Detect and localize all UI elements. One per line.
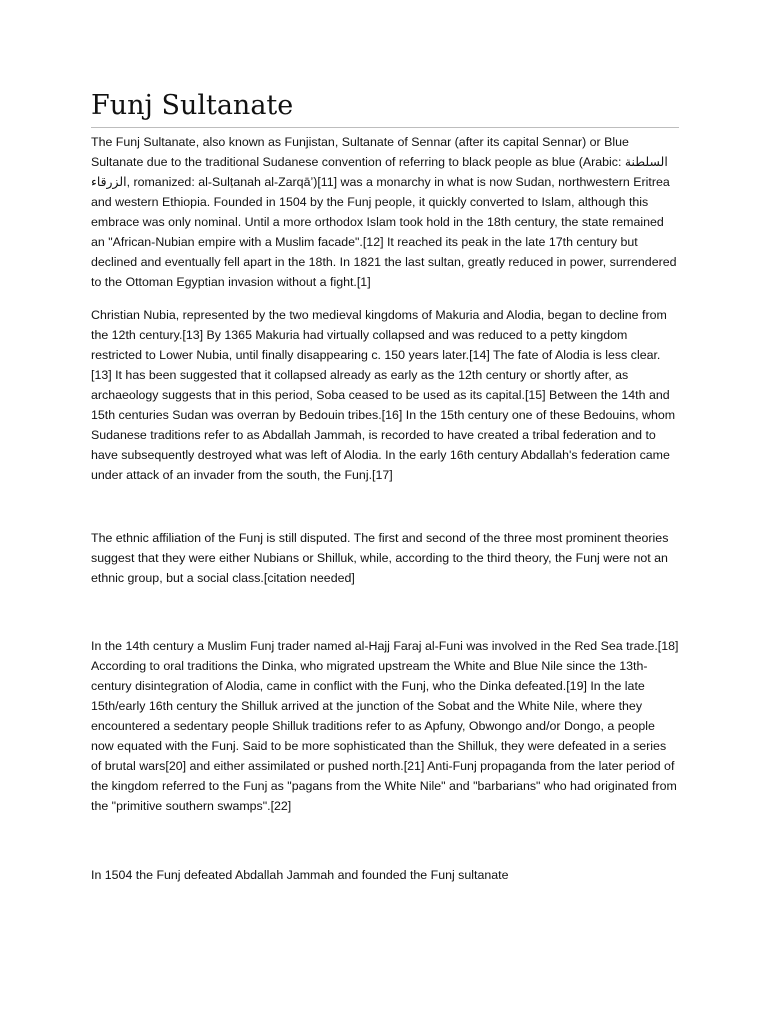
paragraph-1504: In 1504 the Funj defeated Abdallah Jammah and founded the Funj sultanate bbox=[91, 868, 509, 882]
paragraph-14th-century: In the 14th century a Muslim Funj trader named al-Hajj Faraj al-Funi was involved in the Red Sea trade.[18] According to oral traditions the Dinka, who migrated upstream the White and Blue Nile since the 13th-century disintegration of Alodia, came in conflict with the Funj, who the Dinka defeated.[19] In the late 15th/early 16th century the Shilluk arrived at the junction of the Sobat and the White Nile, where they encountered a sedentary people Shilluk traditions refer to as Apfuny, Obwongo and/or Dongo, a people now equated with the Funj. Said to be more sophisticated than the Shilluk, they were defeated in a series of brutal wars[20] and either assimilated or pushed north.[21] Anti-Funj propaganda from the later period of the kingdom referred to the Funj as "pagans from the White Nile" and "barbarians" who had originated from the "primitive southern swamps".[22] bbox=[91, 639, 679, 813]
article-title: Funj Sultanate bbox=[91, 88, 679, 128]
paragraph-ethnic-affiliation: The ethnic affiliation of the Funj is still disputed. The first and second of the three most prominent theories suggest that they were either Nubians or Shilluk, while, according to the third theory, the Funj were not an ethnic group, but a social class.[citation needed] bbox=[91, 531, 669, 585]
paragraph-intro: The Funj Sultanate, also known as Funjistan, Sultanate of Sennar (after its capital Sennar) or Blue Sultanate due to the traditional Sudanese convention of referring to black people as blue (Arabic: السلطنة الزرقاء, romanized: al-Sulṭanah al-Zarqāʼ)[11] was a monarchy in what is now Sudan, northwestern Eritrea and western Ethiopia. Founded in 1504 by the Funj people, it quickly converted to Islam, although this embrace was only nominal. Until a more orthodox Islam took hold in the 18th century, the state remained an "African-Nubian empire with a Muslim facade".[12] It reached its peak in the late 17th century but declined and eventually fell apart in the 18th. In 1821 the last sultan, greatly reduced in power, surrendered to the Ottoman Egyptian invasion without a fight.[1] bbox=[91, 135, 677, 289]
paragraph-christian-nubia: Christian Nubia, represented by the two medieval kingdoms of Makuria and Alodia, began to decline from the 12th century.[13] By 1365 Makuria had virtually collapsed and was reduced to a petty kingdom restricted to Lower Nubia, until finally disappearing c. 150 years later.[14] The fate of Alodia is less clear.[13] It has been suggested that it collapsed already as early as the 12th century or shortly after, as archaeology suggests that in this period, Soba ceased to be used as its capital.[15] Between the 14th and 15th centuries Sudan was overran by Bedouin tribes.[16] In the 15th century one of these Bedouins, whom Sudanese traditions refer to as Abdallah Jammah, is recorded to have created a tribal federation and to have subsequently destroyed what was left of Alodia. In the early 16th century Abdallah's federation came under attack of an invader from the south, the Funj.[17] bbox=[91, 308, 676, 482]
document-page bbox=[91, 88, 679, 885]
